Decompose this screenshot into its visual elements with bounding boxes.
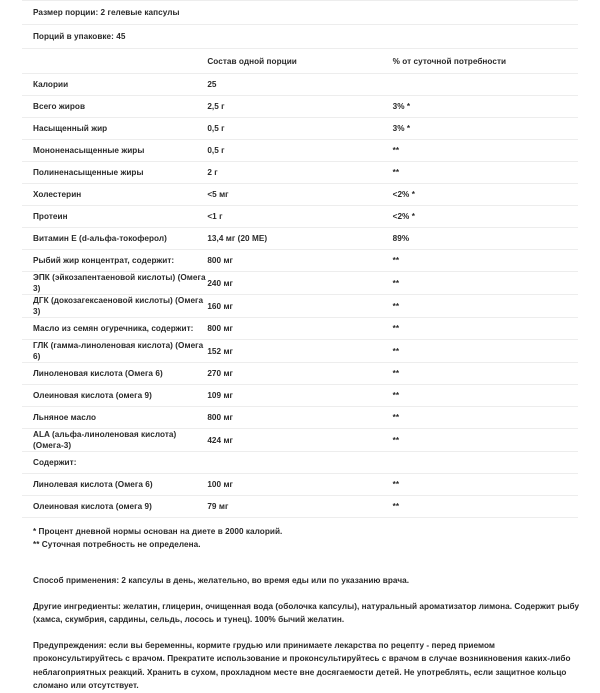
nutrient-name: Линоленовая кислота (Омега 6) xyxy=(33,369,163,378)
nutrient-daily-value: 3% * xyxy=(392,102,411,111)
nutrient-daily-value: ** xyxy=(392,480,400,489)
nutrient-amount xyxy=(207,452,392,474)
table-footnotes-row xyxy=(22,518,578,561)
nutrient-name: ALA (альфа-линоленовая кислота) (Омега-3) xyxy=(33,430,177,450)
product-notes xyxy=(33,560,580,693)
nutrient-name: Мононенасыщенные жиры xyxy=(33,146,145,155)
nutrient-daily-value: ** xyxy=(392,435,400,445)
table-row-subheading xyxy=(22,452,578,474)
nutrient-name: Линолевая кислота (Омега 6) xyxy=(33,480,153,489)
nutrient-daily-value: <2% * xyxy=(392,212,415,221)
nutrient-daily-value: ** xyxy=(392,502,400,511)
nutrient-amount: 152 мг xyxy=(207,346,234,356)
table-row xyxy=(22,74,578,96)
table-row xyxy=(22,496,578,518)
table-row xyxy=(22,272,578,295)
footnote-daily-value-basis: * Процент дневной нормы основан на диете в 2000 калорий. xyxy=(33,527,283,536)
serving-size-row xyxy=(22,1,578,25)
nutrient-amount: 0,5 г xyxy=(207,146,225,155)
nutrient-daily-value xyxy=(393,74,578,96)
table-row xyxy=(22,340,578,363)
table-footnotes xyxy=(22,518,578,561)
table-row xyxy=(22,162,578,184)
column-header-daily-value: % от суточной потребности xyxy=(392,56,507,66)
table-row xyxy=(22,385,578,407)
table-body xyxy=(22,1,578,561)
nutrient-name: Насыщенный жир xyxy=(33,124,108,133)
table-row xyxy=(22,184,578,206)
nutrient-amount: 800 мг xyxy=(207,413,234,422)
table-row xyxy=(22,206,578,228)
table-row xyxy=(22,474,578,496)
table-row xyxy=(22,96,578,118)
nutrient-amount: 79 мг xyxy=(207,502,229,511)
servings-per-container-label: Порций в упаковке: 45 xyxy=(33,32,126,41)
nutrient-name: Олеиновая кислота (омега 9) xyxy=(33,391,152,400)
nutrient-daily-value: ** xyxy=(392,168,400,177)
nutrient-name: Витамин Е (d-альфа-токоферол) xyxy=(33,234,167,243)
table-row xyxy=(22,407,578,429)
nutrient-name: Полиненасыщенные жиры xyxy=(33,168,144,177)
nutrient-daily-value xyxy=(393,452,578,474)
nutrient-daily-value: ** xyxy=(392,369,400,378)
nutrient-amount: 424 мг xyxy=(207,435,234,445)
nutrient-amount: 25 xyxy=(207,80,217,89)
nutrient-name: Льняное масло xyxy=(33,413,97,422)
nutrient-amount: 109 мг xyxy=(207,391,234,400)
table-row xyxy=(22,250,578,272)
nutrient-daily-value: 89% xyxy=(392,234,410,243)
warnings-text: Предупреждения: если вы беременны, кормите грудью или принимаете лекарства по рецепту - перед приемом проконсультируйтесь с врачом. Прекратите использование и проконсультируйтесь с врачом в случае возникновения каких-либо неблагоприятных реакций. Хранить в сухом, прохладном месте вне досягаемости детей. Не употреблять, если защитное кольцо сломано или отсутствует. xyxy=(33,640,571,690)
nutrient-daily-value: ** xyxy=(392,278,400,288)
nutrient-amount: <1 г xyxy=(207,212,223,221)
nutrient-amount: 100 мг xyxy=(207,480,234,489)
other-ingredients-text: Другие ингредиенты: желатин, глицерин, очищенная вода (оболочка капсулы), натуральный ароматизатор лимона. Содержит рыбу (хамса, скумбрия, сардины, сельдь, лосось и тунец). 100% бычий желатин. xyxy=(33,601,580,624)
nutrient-amount: 240 мг xyxy=(207,278,234,288)
nutrient-amount: 2 г xyxy=(207,168,218,177)
nutrient-name: ГЛК (гамма-линоленовая кислота) (Омега 6) xyxy=(33,341,204,361)
nutrient-name: Олеиновая кислота (омега 9) xyxy=(33,502,152,511)
nutrient-name: ЭПК (эйкозапентаеновой кислоты) (Омега 3) xyxy=(33,273,206,293)
table-row xyxy=(22,363,578,385)
nutrient-name: ДГК (докозагексаеновой кислоты) (Омега 3) xyxy=(33,296,204,316)
nutrient-amount: 2,5 г xyxy=(207,102,225,111)
nutrient-daily-value: ** xyxy=(392,346,400,356)
column-header-name xyxy=(22,49,207,74)
nutrient-name: Масло из семян огуречника, содержит: xyxy=(33,324,194,333)
supplement-facts-table xyxy=(22,0,578,560)
table-row xyxy=(22,140,578,162)
nutrient-daily-value: ** xyxy=(392,324,400,333)
nutrient-daily-value: ** xyxy=(392,146,400,155)
nutrient-amount: 13,4 мг (20 МЕ) xyxy=(207,234,268,243)
nutrient-name: Содержит: xyxy=(33,458,77,467)
column-header-amount-per-serving: Состав одной порции xyxy=(207,56,297,66)
nutrient-name: Холестерин xyxy=(33,190,82,199)
nutrient-daily-value: ** xyxy=(392,391,400,400)
nutrient-daily-value: ** xyxy=(392,413,400,422)
nutrient-amount: 0,5 г xyxy=(207,124,225,133)
directions-text: Способ применения: 2 капсулы в день, желательно, во время еды или по указанию врача. xyxy=(33,576,410,585)
nutrient-daily-value: 3% * xyxy=(392,124,411,133)
nutrient-daily-value: ** xyxy=(392,256,400,265)
table-row xyxy=(22,295,578,318)
nutrient-name: Рыбий жир концентрат, содержит: xyxy=(33,256,175,265)
nutrient-amount: 270 мг xyxy=(207,369,234,378)
table-row xyxy=(22,318,578,340)
nutrient-amount: 800 мг xyxy=(207,324,234,333)
nutrient-name: Протеин xyxy=(33,212,68,221)
nutrient-name: Всего жиров xyxy=(33,102,86,111)
table-row xyxy=(22,228,578,250)
nutrient-name: Калории xyxy=(33,80,69,89)
serving-size-label: Размер порции: 2 гелевые капсулы xyxy=(33,8,180,17)
table-row xyxy=(22,118,578,140)
nutrient-daily-value: ** xyxy=(392,301,400,311)
nutrient-amount: <5 мг xyxy=(207,190,229,199)
table-row xyxy=(22,429,578,452)
table-column-header-row xyxy=(22,49,578,74)
nutrient-amount: 160 мг xyxy=(207,301,234,311)
nutrient-amount: 800 мг xyxy=(207,256,234,265)
footnote-daily-value-undetermined: ** Суточная потребность не определена. xyxy=(33,540,201,549)
servings-per-container-row xyxy=(22,25,578,49)
nutrient-daily-value: <2% * xyxy=(392,190,415,199)
